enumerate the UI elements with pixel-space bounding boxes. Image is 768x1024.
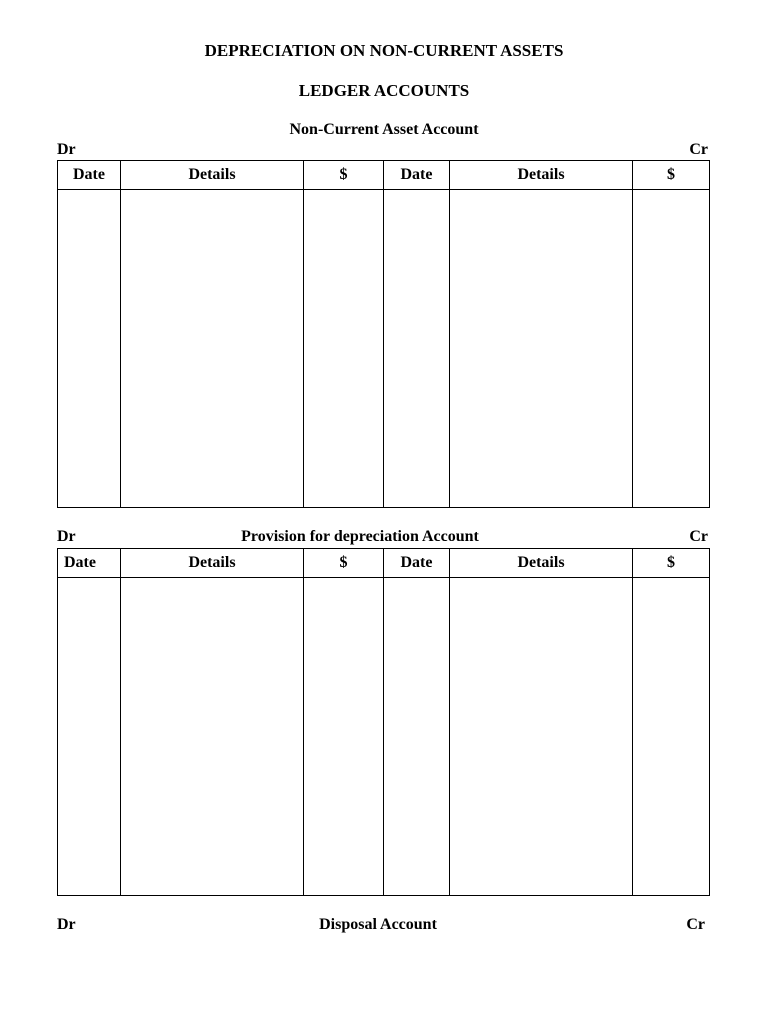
column-header-amount: $ [633,549,710,578]
column-header-date: Date [58,161,121,190]
ledger-table-non-current-asset [57,160,710,508]
debit-amount-cell[interactable] [304,578,384,896]
ledger-table-provision-for-depreciation [57,548,710,896]
page-heading: DEPRECIATION ON NON-CURRENT ASSETS [204,41,564,60]
page-subheading: LEDGER ACCOUNTS [298,81,470,100]
column-header-date: Date [384,161,450,190]
account-title-non-current-asset: Non-Current Asset Account [289,121,479,138]
account-title-provision-for-depreciation: Provision for depreciation Account [241,528,479,545]
credit-details-cell[interactable] [450,578,633,896]
credit-amount-cell[interactable] [633,190,710,508]
column-header-date: Date [384,549,450,578]
credit-date-cell[interactable] [384,578,450,896]
column-header-details: Details [121,161,304,190]
column-header-details: Details [450,549,633,578]
credit-date-cell[interactable] [384,190,450,508]
debit-details-cell[interactable] [121,578,304,896]
column-header-amount: $ [633,161,710,190]
credit-label: Cr [689,528,708,545]
column-header-details: Details [121,549,304,578]
column-header-details: Details [450,161,633,190]
column-header-date: Date [58,549,121,578]
ledger-entry-area [58,190,710,508]
ledger-header-row [58,161,710,190]
credit-amount-cell[interactable] [633,578,710,896]
debit-details-cell[interactable] [121,190,304,508]
credit-details-cell[interactable] [450,190,633,508]
debit-date-cell[interactable] [58,578,121,896]
debit-date-cell[interactable] [58,190,121,508]
debit-amount-cell[interactable] [304,190,384,508]
ledger-header-row [58,549,710,578]
credit-label: Cr [689,141,708,158]
column-header-amount: $ [304,549,384,578]
ledger-entry-area [58,578,710,896]
debit-label: Dr [57,916,76,933]
account-title-disposal: Disposal Account [319,916,437,933]
debit-label: Dr [57,528,76,545]
credit-label: Cr [686,916,705,933]
column-header-amount: $ [304,161,384,190]
debit-label: Dr [57,141,76,158]
